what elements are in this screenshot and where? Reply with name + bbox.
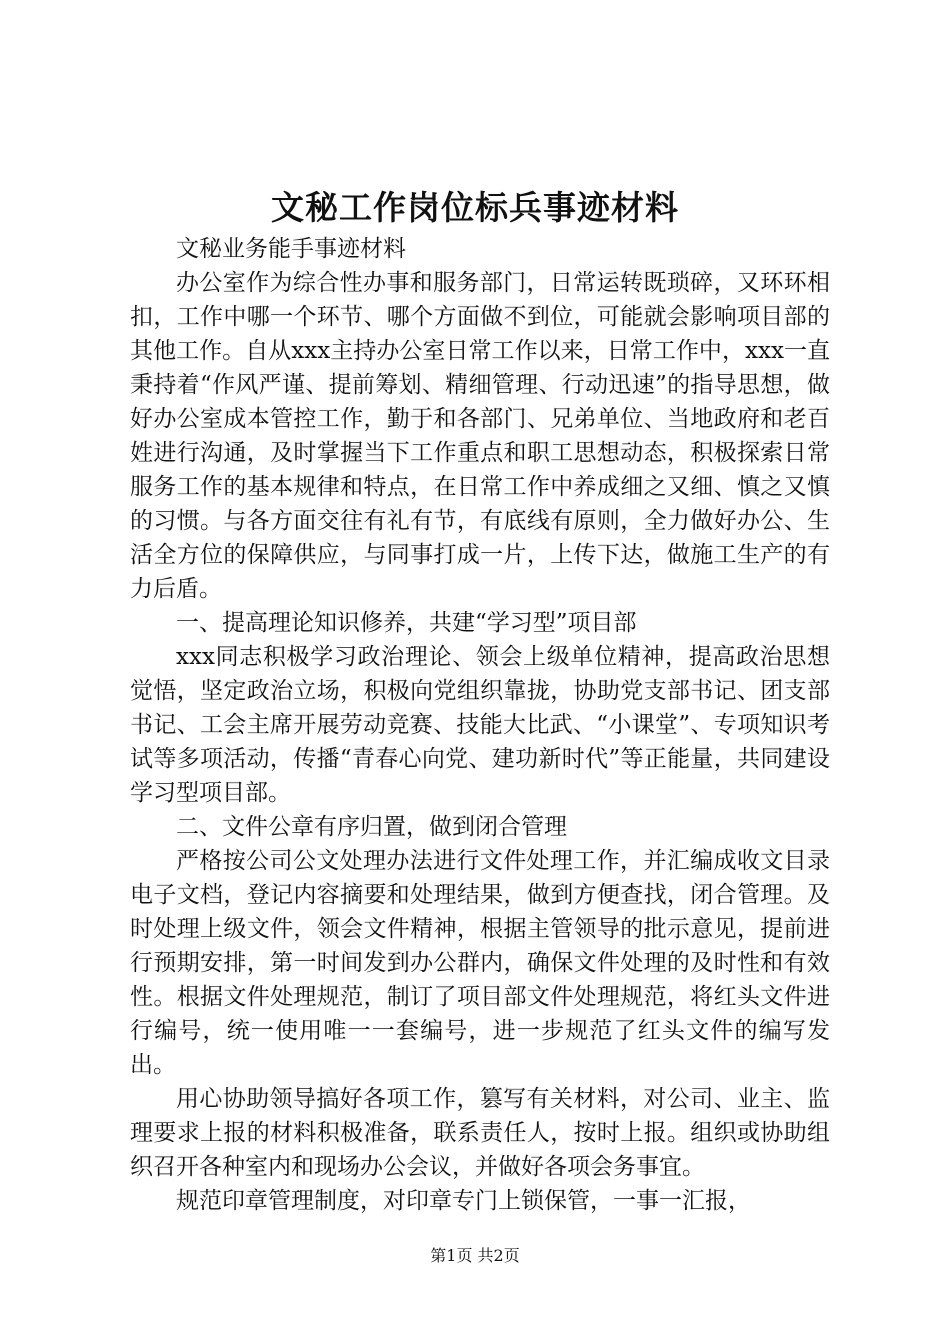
- section-heading-1: 一、提高理论知识修养，共建“学习型”项目部: [176, 610, 637, 636]
- section-2-paragraph-1: 严格按公司公文处理办法进行文件处理工作，并汇编成收文目录电子文档，登记内容摘要和处理结果，做到方便查找，闭合管理。及时处理上级文件，领会文件精神，根据主管领导的批示意见，提前进行预期安排，第一时间发到办公群内，确保文件处理的及时性和有效性。根据文件处理规范，制订了项目部文件处理规范，将红头文件进行编号，统一使用唯一一套编号，进一步规范了红头文件的编写发出。: [130, 848, 830, 1078]
- section-2-paragraph-3: 规范印章管理制度，对印章专门上锁保管，一事一汇报，: [176, 1188, 751, 1214]
- page-footer: 第1页 共2页: [430, 1246, 520, 1265]
- document-body: [130, 232, 830, 1218]
- section-heading-2: 二、文件公章有序归置，做到闭合管理: [176, 814, 567, 840]
- section-1-paragraph: xxx同志积极学习政治理论、领会上级单位精神，提高政治思想觉悟，坚定政治立场，积极向党组织靠拢，协助党支部书记、团支部书记、工会主席开展劳动竞赛、技能大比武、“小课堂”、专项知识考试等多项活动，传播“青春心向党、建功新时代”等正能量，共同建设学习型项目部。: [130, 644, 830, 806]
- document-title: 文秘工作岗位标兵事迹材料: [271, 188, 679, 227]
- intro-paragraph: 办公室作为综合性办事和服务部门，日常运转既琐碎，又环环相扣，工作中哪一个环节、哪个方面做不到位，可能就会影响项目部的其他工作。自从xxx主持办公室日常工作以来，日常工作中，xxx一直秉持着“作风严谨、提前筹划、精细管理、行动迅速”的指导思想，做好办公室成本管控工作，勤于和各部门、兄弟单位、当地政府和老百姓进行沟通，及时掌握当下工作重点和职工思想动态，积极探索日常服务工作的基本规律和特点，在日常工作中养成细之又细、慎之又慎的习惯。与各方面交往有礼有节，有底线有原则，全力做好办公、生活全方位的保障供应，与同事打成一片，上传下达，做施工生产的有力后盾。: [130, 270, 830, 602]
- subtitle-paragraph: 文秘业务能手事迹材料: [176, 236, 406, 262]
- section-2-paragraph-2: 用心协助领导搞好各项工作，篡写有关材料，对公司、业主、监理要求上报的材料积极准备，联系责任人，按时上报。组织或协助组织召开各种室内和现场办公会议，并做好各项会务事宜。: [130, 1086, 830, 1180]
